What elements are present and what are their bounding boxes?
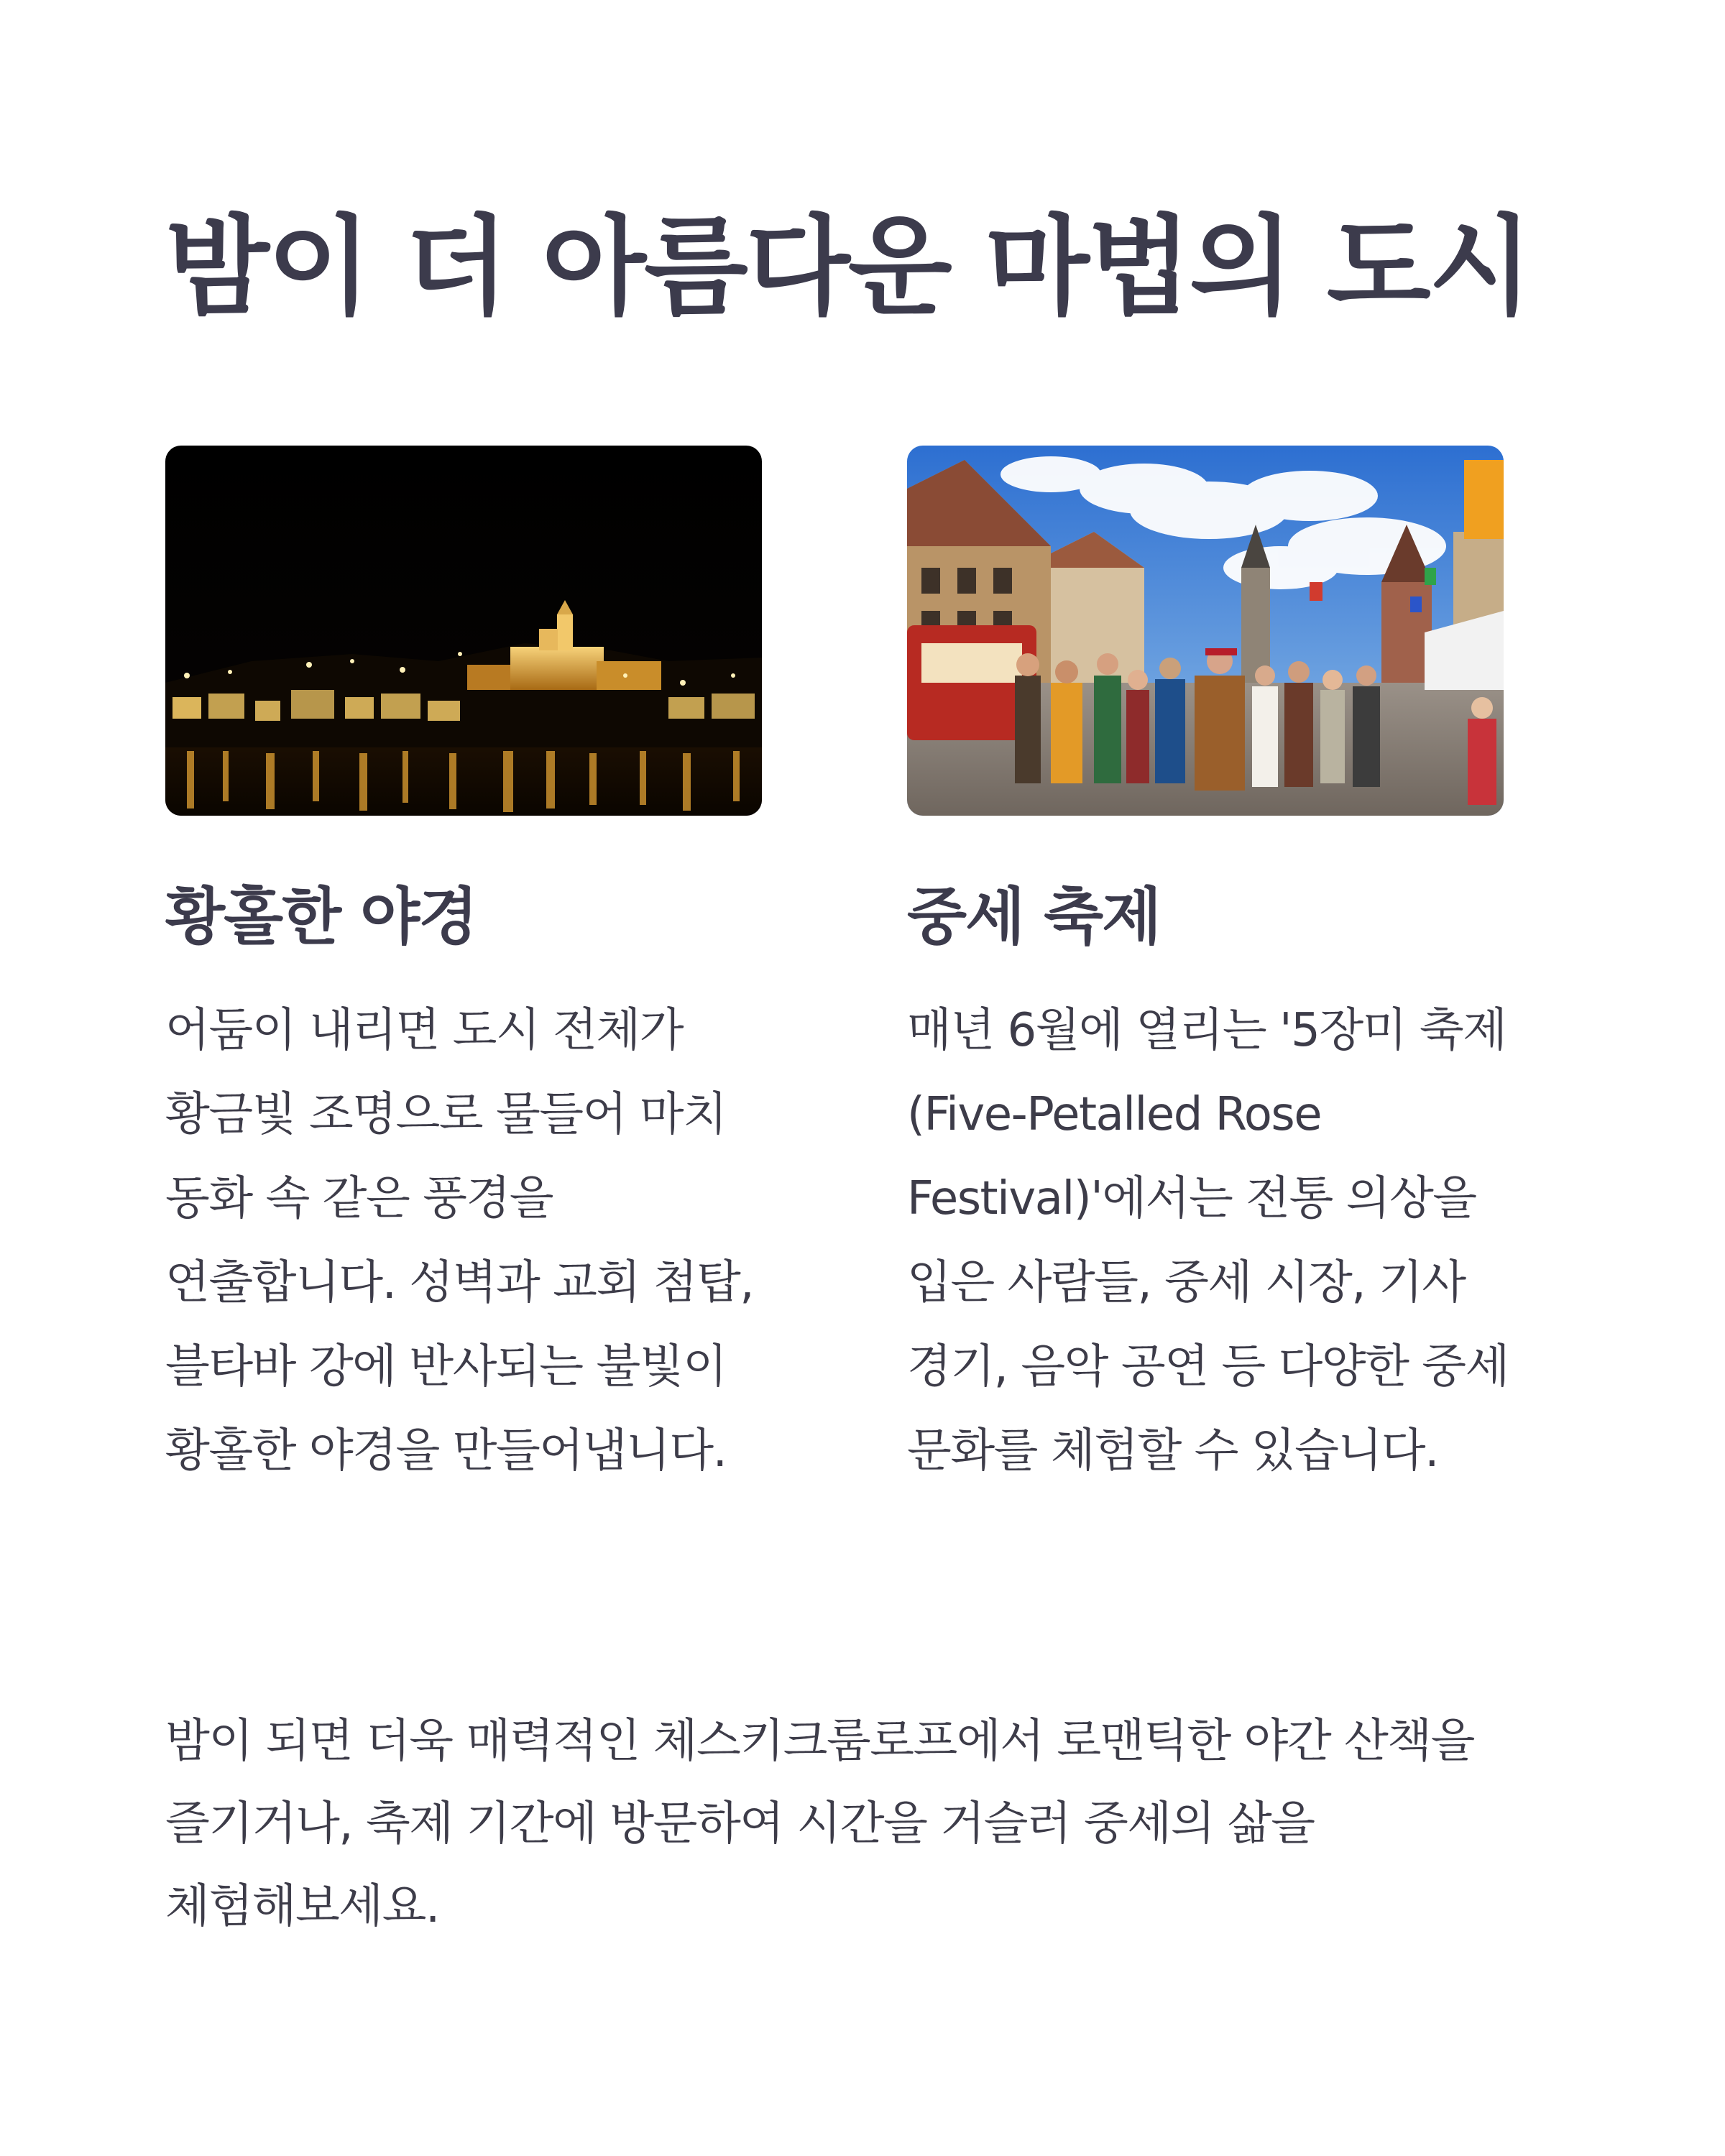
night-castle-photo (165, 446, 762, 816)
closing-paragraph: 밤이 되면 더욱 매력적인 체스키크룸로프에서 로맨틱한 야간 산책을 즐기거나, 축제 기간에 방문하여 시간을 거슬러 중세의 삶을 체험해보세요. (165, 1715, 1474, 1933)
medieval-festival-photo (907, 446, 1504, 816)
page-title: 밤이 더 아름다운 마법의 도시 (165, 205, 1531, 330)
card-title: 중세 축제 (907, 881, 1161, 953)
card-description: 어둠이 내리면 도시 전체가 황금빛 조명으로 물들어 마치 동화 속 같은 풍경을 연출합니다. 성벽과 교회 첨탑, 블타바 강에 반사되는 불빛이 황홀한 야경을 만들어냅니다. (165, 1004, 754, 1478)
card-night-view (165, 446, 769, 1493)
card-description: 매년 6월에 열리는 '5장미 축제(Five-Petalled Rose Festival)'에서는 전통 의상을 입은 사람들, 중세 시장, 기사 경기, 음악 공연 등 다양한 중세 문화를 체험할 수 있습니다. (907, 1004, 1509, 1478)
card-medieval-festival (907, 446, 1511, 1493)
card-title: 황홀한 야경 (165, 881, 477, 953)
